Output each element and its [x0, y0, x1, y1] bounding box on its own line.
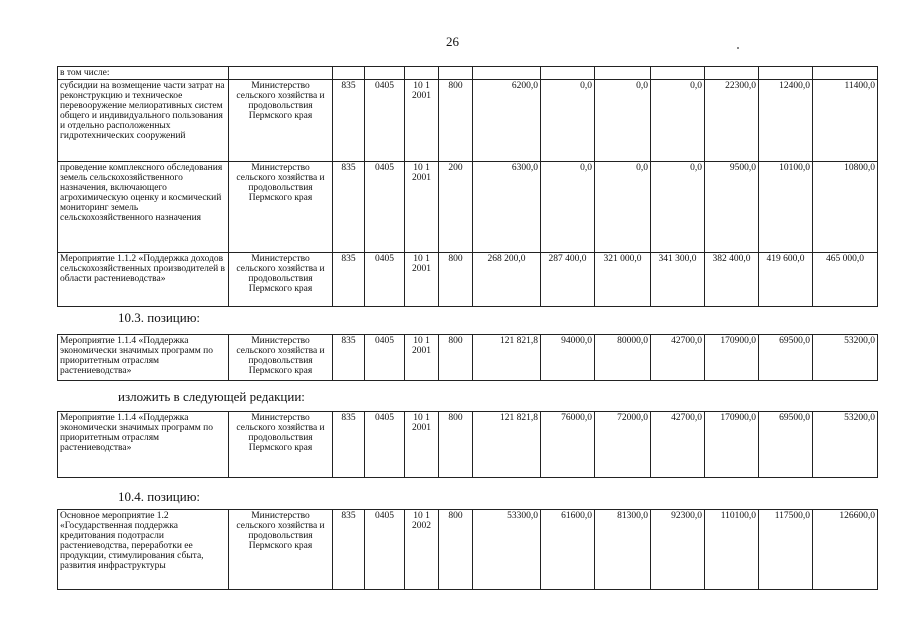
- row-organization: Министерство сельского хозяйства и продовольствия Пермского края: [229, 335, 333, 381]
- row-organization: Министерство сельского хозяйства и продовольствия Пермского края: [229, 412, 333, 478]
- row-code-section: 0405: [365, 335, 405, 381]
- row-value: 53200,0: [813, 412, 878, 478]
- row-code-admin: 835: [333, 253, 365, 307]
- row-name: Мероприятие 1.1.2 «Поддержка доходов сельскохозяйственных производителей в области растениеводства»: [58, 253, 229, 307]
- position-table-10-4: [57, 509, 878, 590]
- row-code-section: 0405: [365, 253, 405, 307]
- table-row: [58, 510, 878, 590]
- row-code-target: 10 1 2001: [405, 162, 439, 253]
- row-value: 53200,0: [813, 335, 878, 381]
- row-value: 6200,0: [473, 80, 541, 162]
- row-value: 69500,0: [759, 412, 813, 478]
- table-row: [58, 253, 878, 307]
- table-row: [58, 412, 878, 478]
- row-value: 42700,0: [651, 335, 705, 381]
- row-value: 22300,0: [705, 80, 759, 162]
- row-code-target: 10 1 2002: [405, 510, 439, 590]
- position-table-old: [57, 334, 878, 381]
- row-value: 121 821,8: [473, 412, 541, 478]
- table-row: [58, 67, 878, 80]
- page-number: 26: [446, 34, 459, 49]
- row-code-admin: 835: [333, 335, 365, 381]
- row-name: Основное мероприятие 1.2 «Государственная поддержка кредитования подотрасли растениеводства, переработки ее продукции, стимулирования сбыта, развития инфраструктуры: [58, 510, 229, 590]
- row-code-type: 200: [439, 162, 473, 253]
- scan-speck: [737, 47, 739, 49]
- row-value: 117500,0: [759, 510, 813, 590]
- row-organization: Министерство сельского хозяйства и продовольствия Пермского края: [229, 510, 333, 590]
- row-code-admin: 835: [333, 162, 365, 253]
- section-heading-10-4: 10.4. позицию:: [118, 489, 201, 504]
- row-code-admin: 835: [333, 412, 365, 478]
- row-name: Мероприятие 1.1.4 «Поддержка экономически значимых программ по приоритетным отраслям растениеводства»: [58, 412, 229, 478]
- row-code-target: 10 1 2001: [405, 412, 439, 478]
- row-value: 0,0: [651, 162, 705, 253]
- row-value: 287 400,0: [541, 253, 595, 307]
- row-value: 11400,0: [813, 80, 878, 162]
- row-value: 12400,0: [759, 80, 813, 162]
- row-value: 9500,0: [705, 162, 759, 253]
- row-value: 80000,0: [595, 335, 651, 381]
- row-organization: Министерство сельского хозяйства и продовольствия Пермского края: [229, 162, 333, 253]
- row-value: 121 821,8: [473, 335, 541, 381]
- row-code-type: 800: [439, 253, 473, 307]
- row-code-target: 10 1 2001: [405, 80, 439, 162]
- row-value: 0,0: [651, 80, 705, 162]
- budget-table-continuation: [57, 66, 878, 307]
- table-row: [58, 335, 878, 381]
- row-value: 382 400,0: [705, 253, 759, 307]
- row-value: 72000,0: [595, 412, 651, 478]
- row-value: 94000,0: [541, 335, 595, 381]
- row-value: 6300,0: [473, 162, 541, 253]
- row-code-target: 10 1 2001: [405, 253, 439, 307]
- row-value: 0,0: [595, 162, 651, 253]
- row-code-target: 10 1 2001: [405, 335, 439, 381]
- row-value: 61600,0: [541, 510, 595, 590]
- row-code-section: 0405: [365, 510, 405, 590]
- row-value: 465 000,0: [813, 253, 878, 307]
- row-value: 0,0: [595, 80, 651, 162]
- row-value: 53300,0: [473, 510, 541, 590]
- row-value: 341 300,0: [651, 253, 705, 307]
- row-value: 42700,0: [651, 412, 705, 478]
- row-code-type: 800: [439, 80, 473, 162]
- row-name: Мероприятие 1.1.4 «Поддержка экономически значимых программ по приоритетным отраслям растениеводства»: [58, 335, 229, 381]
- row-name: в том числе:: [58, 67, 229, 80]
- row-code-section: 0405: [365, 162, 405, 253]
- row-value: 81300,0: [595, 510, 651, 590]
- row-value: 92300,0: [651, 510, 705, 590]
- row-code-section: 0405: [365, 80, 405, 162]
- row-value: 268 200,0: [473, 253, 541, 307]
- row-code-section: 0405: [365, 412, 405, 478]
- row-value: 10800,0: [813, 162, 878, 253]
- row-code-type: 800: [439, 412, 473, 478]
- row-value: 170900,0: [705, 335, 759, 381]
- row-value: 0,0: [541, 162, 595, 253]
- row-value: 321 000,0: [595, 253, 651, 307]
- row-value: 10100,0: [759, 162, 813, 253]
- row-name: субсидии на возмещение части затрат на реконструкцию и техническое перевооружение мелиоративных систем общего и индивидуального пользования и отдельно расположенных гидротехнических сооружений: [58, 80, 229, 162]
- row-organization: Министерство сельского хозяйства и продовольствия Пермского края: [229, 80, 333, 162]
- row-code-type: 800: [439, 335, 473, 381]
- row-value: 419 600,0: [759, 253, 813, 307]
- row-value: 69500,0: [759, 335, 813, 381]
- row-organization: Министерство сельского хозяйства и продовольствия Пермского края: [229, 253, 333, 307]
- row-code-admin: 835: [333, 80, 365, 162]
- table-row: [58, 162, 878, 253]
- row-value: 110100,0: [705, 510, 759, 590]
- row-name: проведение комплексного обследования земель сельскохозяйственного назначения, включающего агрохимическую оценку и космический мониторинг земель сельскохозяйственного назначения: [58, 162, 229, 253]
- row-code-admin: 835: [333, 510, 365, 590]
- row-code-type: 800: [439, 510, 473, 590]
- row-value: 0,0: [541, 80, 595, 162]
- table-row: [58, 80, 878, 162]
- section-heading-redaction: изложить в следующей редакции:: [118, 389, 305, 404]
- row-value: 76000,0: [541, 412, 595, 478]
- row-value: 170900,0: [705, 412, 759, 478]
- position-table-new: [57, 411, 878, 478]
- section-heading-10-3: 10.3. позицию:: [118, 310, 201, 325]
- row-value: 126600,0: [813, 510, 878, 590]
